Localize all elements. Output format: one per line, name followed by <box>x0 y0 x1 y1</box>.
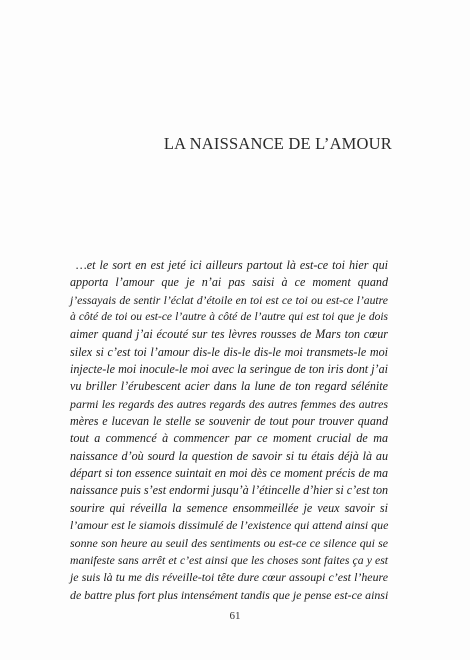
text-line: aimer quand j’ai écouté sur tes lèvres rousses de Mars ton cœur <box>70 327 388 342</box>
text-line: parmi les regards des autres regards des autres femmes des autres <box>70 396 388 411</box>
text-line: tout a commencé à commencer par ce moment crucial de ma <box>70 431 388 446</box>
text-line: j’essayais de sentir l’éclat d’étoile en toi est ce toi ou est-ce l’autre <box>70 293 388 307</box>
text-line: …et le sort en est jeté ici ailleurs partout là est-ce toi hier qui <box>76 258 388 272</box>
text-line: l’amour est le siamois dissimulé de l’existence qui attend ainsi que <box>70 518 389 533</box>
text-line: sonne son heure au seuil des sentiments ou est-ce ce silence qui se <box>70 535 388 550</box>
text-line: mères e lucevan le stelle se souvenir de tout pour trouver quand <box>70 414 388 429</box>
chapter-title: LA NAISSANCE DE L’AMOUR <box>163 134 392 153</box>
text-line: je suis là tu me dis réveille-toi tête dure cœur assoupi c’est l’heure <box>70 570 388 585</box>
text-line: injecte-le moi inocule-le moi avec la seringue de ton iris dont j’ai <box>70 362 388 377</box>
text-line: de battre plus fort plus intensément tandis que je pense est-ce ainsi <box>70 587 389 602</box>
body-text <box>70 257 388 604</box>
text-line: silex si c’est toi l’amour dis-le dis-le dis-le moi transmets-le moi <box>70 344 388 359</box>
text-line: à côté de toi ou est-ce l’autre à côté de l’autre qui est toi que je dois <box>70 311 388 324</box>
page-number: 61 <box>229 610 241 622</box>
text-line: apporta l’amour que je n’ai pas saisi à ce moment quand <box>70 275 388 290</box>
text-line: manifeste sans arrêt et c’est ainsi que les choses sont faites ça y est <box>70 553 388 567</box>
text-line: naissance puis s’est endormi jusqu’à l’étincelle d’hier si c’est ton <box>70 483 389 498</box>
text-line: départ si ton essence suintait en moi dès ce moment précis de ma <box>70 466 388 481</box>
text-line: naissance d’où sourd la question de savoir si tu étais déjà là au <box>70 448 388 463</box>
text-line: vu briller l’érubescent acier dans la lune de ton regard sélénite <box>70 379 388 394</box>
text-line: sourire qui réveilla la semence ensommeillée je veux savoir si <box>70 500 388 515</box>
